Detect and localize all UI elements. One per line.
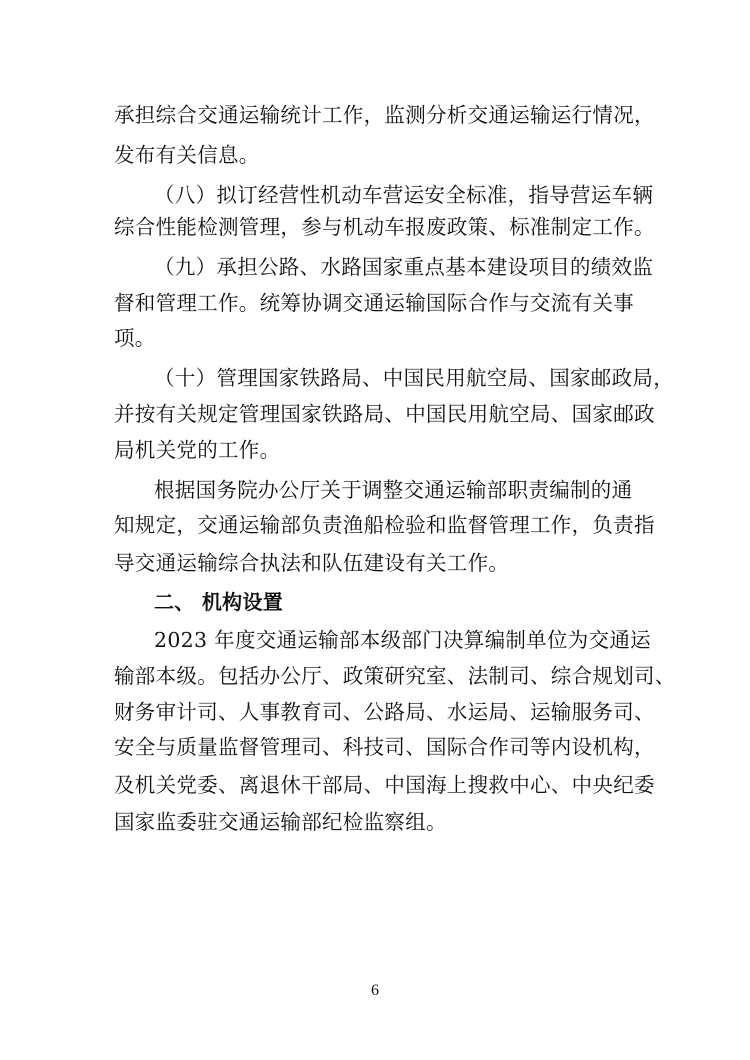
text-line: 发布有关信息。	[114, 143, 260, 167]
text-line: 综合性能检测管理，参与机动车报废政策、标准制定工作。	[114, 215, 655, 239]
text-line: 并按有关规定管理国家铁路局、中国民用航空局、国家邮政	[114, 402, 655, 426]
text-line: 国家监委驻交通运输部纪检监察组。	[114, 810, 447, 834]
text-line: 及机关党委、离退休干部局、中国海上搜救中心、中央纪委	[114, 773, 655, 797]
text-line: 承担综合交通运输统计工作，监测分析交通运输运行情况，	[114, 103, 655, 127]
paragraph-item-8: （八）拟订经营性机动车营运安全标准，指导营运车辆	[154, 183, 654, 207]
paragraph-item-10: （十）管理国家铁路局、中国民用航空局、国家邮政局，	[154, 366, 674, 390]
page-number: 6	[371, 982, 379, 999]
text-line: 安全与质量监督管理司、科技司、国际合作司等内设机构，	[114, 735, 655, 759]
text-line: 知规定，交通运输部负责渔船检验和监督管理工作，负责指	[114, 513, 655, 537]
section-heading: 二、 机构设置	[154, 590, 284, 614]
text-line: 督和管理工作。统筹协调交通运输国际合作与交流有关事	[114, 291, 634, 315]
paragraph-notice: 根据国务院办公厅关于调整交通运输部职责编制的通	[154, 478, 633, 502]
paragraph-structure: 2023 年度交通运输部本级部门决算编制单位为交通运	[154, 628, 651, 652]
text-line: 局机关党的工作。	[114, 438, 281, 462]
text-line: 输部本级。包括办公厅、政策研究室、法制司、综合规划司、	[114, 664, 676, 688]
text-line: 财务审计司、人事教育司、公路局、水运局、运输服务司、	[114, 700, 655, 724]
text-line: 导交通运输综合执法和队伍建设有关工作。	[114, 551, 510, 575]
text-line: 项。	[114, 326, 156, 350]
paragraph-item-9: （九）承担公路、水路国家重点基本建设项目的绩效监	[154, 255, 654, 279]
